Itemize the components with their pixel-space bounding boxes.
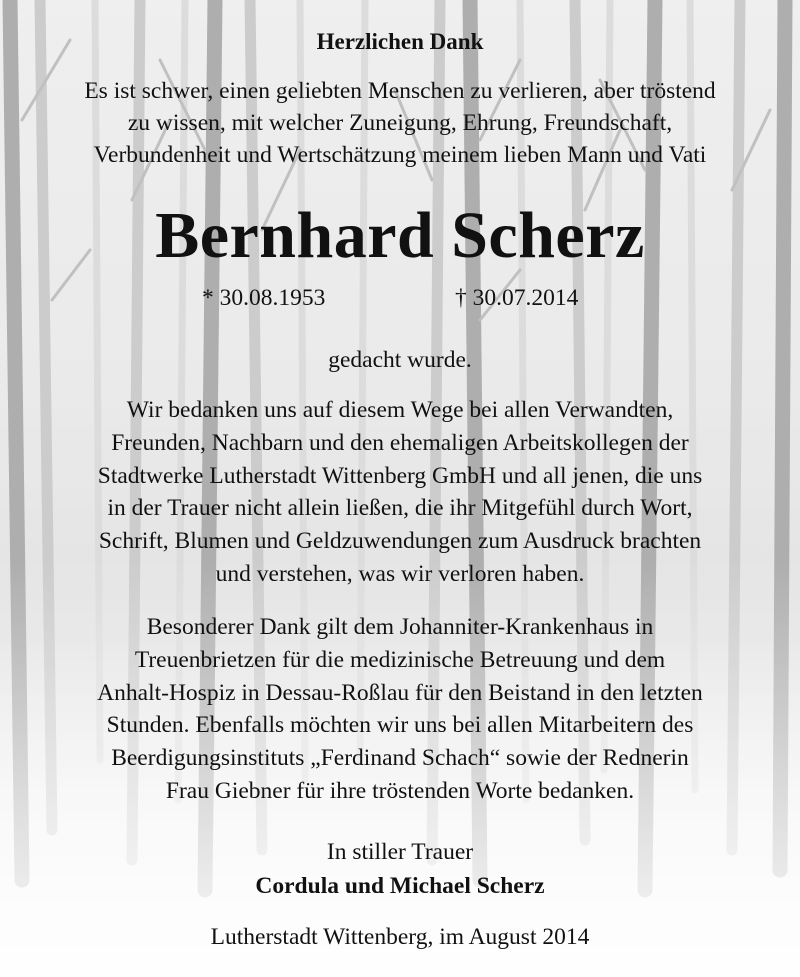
- intro-line: zu wissen, mit welcher Zuneigung, Ehrung, Freundschaft,: [127, 110, 673, 136]
- paragraph-line: Anhalt-Hospiz in Dessau-Roßlau für den Beistand in den letzten: [97, 679, 703, 706]
- paragraph-line: Stunden. Ebenfalls möchten wir uns bei allen Mitarbeitern des: [106, 712, 694, 739]
- intro-text: [0, 75, 800, 171]
- birth-date: * 30.08.1953: [202, 285, 326, 311]
- signers: Cordula und Michael Scherz: [255, 873, 545, 899]
- closing-phrase: In stiller Trauer: [326, 839, 474, 865]
- paragraph-line: Beerdigungsinstituts „Ferdinand Schach“ sowie der Rednerin: [111, 745, 689, 772]
- thanks-paragraph: [0, 394, 800, 591]
- intro-line: Verbundenheit und Wertschätzung meinem lieben Mann und Vati: [93, 142, 707, 168]
- remembered-text: gedacht wurde.: [328, 347, 472, 373]
- paragraph-line: Wir bedanken uns auf diesem Wege bei allen Verwandten,: [126, 397, 674, 423]
- deceased-name: Bernhard Scherz: [155, 199, 645, 272]
- paragraph-line: Besonderer Dank gilt dem Johanniter-Krankenhaus in: [146, 614, 654, 640]
- paragraph-line: Treuenbrietzen für die medizinische Betreuung und dem: [134, 646, 666, 673]
- paragraph-line: und verstehen, was wir verloren haben.: [215, 560, 585, 587]
- paragraph-line: Schrift, Blumen und Geldzuwendungen zum Ausdruck brachten: [98, 528, 702, 555]
- intro-line: Es ist schwer, einen geliebten Menschen zu verlieren, aber tröstend: [84, 78, 716, 104]
- life-dates: [0, 283, 800, 313]
- paragraph-line: Stadtwerke Lutherstadt Wittenberg GmbH und all jenen, die uns: [97, 462, 703, 489]
- paragraph-line: Frau Giebner für ihre tröstenden Worte bedanken.: [165, 777, 635, 804]
- place-and-date: Lutherstadt Wittenberg, im August 2014: [210, 924, 590, 950]
- death-date: † 30.07.2014: [455, 285, 579, 311]
- special-thanks-paragraph: [0, 611, 800, 808]
- heading: Herzlichen Dank: [316, 29, 484, 54]
- paragraph-line: Freunden, Nachbarn und den ehemaligen Arbeitskollegen der: [111, 429, 689, 456]
- paragraph-line: in der Trauer nicht allein ließen, die ihr Mitgefühl durch Wort,: [107, 495, 693, 522]
